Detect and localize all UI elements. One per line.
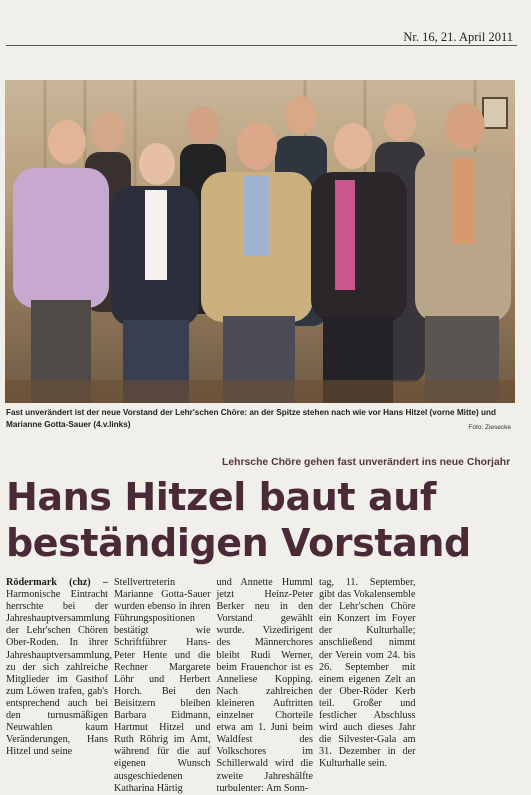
headline-line-2: beständigen Vorstand bbox=[6, 521, 471, 565]
article-column-4: tag, 11. September, gibt das Vokalensemble der Lehr'schen Chöre ein Konzert im Foyer der Kulturhalle; anschließend nimmt der Verein vom 24. bis 26. September mit einem eigenen Zelt an der Ober-Röder Kerb teil. Großer und festlicher Abschluss wird auch dieses Jahr die Silvester-Gala am 31. Dezember in der Kulturhalle sein. bbox=[319, 577, 416, 770]
article-body bbox=[6, 577, 518, 794]
photo-credit: Foto: Ziesecke bbox=[468, 424, 511, 431]
article-headline bbox=[6, 474, 521, 566]
headline-line-1: Hans Hitzel baut auf bbox=[6, 475, 437, 519]
article-column-2: Stellvertreterin Marianne Gotta-Sauer wurden ebenso in ihren Führungspositionen bestätigt wie Schriftführer Hans-Peter Hente und die Rechner Margarete Löhr und Herbert Horch. Bei den Beisitzern bleiben Barbara Eidmann, Hartmut Hitzel und Ruth Röhrig im Amt, während für die auf eigenen Wunsch ausgeschiedenen Katharina Härtig bbox=[114, 577, 211, 794]
article-column-1-text: Harmonische Eintracht herrschte bei der Jahreshauptversammlung der Lehr'schen Chören Ober-Roden. In ihrer Jahreshauptversammlung, zu der sich zahlreiche Mitglieder im Gasthof zum Löwen trafen, gab's entsprechend auch bei den turnusmäßigen Neuwahlen kaum Veränderungen, Hans Hitzel und seine bbox=[6, 589, 113, 758]
article-column-1 bbox=[6, 577, 113, 795]
photo-caption: Fast unverändert ist der neue Vorstand der Lehr'schen Chöre: an der Spitze stehen nach wie vor Hans Hitzel (vorne Mitte) und Marianne Gotta-Sauer (4.v.links) bbox=[6, 408, 496, 429]
issue-date: Nr. 16, 21. April 2011 bbox=[403, 30, 513, 44]
article-kicker: Lehrsche Chöre gehen fast unverändert ins neue Chorjahr bbox=[222, 457, 511, 468]
group-photo bbox=[5, 80, 515, 403]
group-photo-illustration bbox=[5, 80, 515, 403]
article-dateline: Rödermark (chz) – bbox=[6, 577, 108, 588]
header-rule bbox=[6, 45, 517, 46]
article-column-3: und Annette Humml jetzt Heinz-Peter Berker neu in den Vorstand gewählt wurde. Vizedirigent des Männerchores bleibt Rudi Werner, beim Frauenchor ist es Anneliese Kopping. Nach zahlreichen kleineren Auftritten einzelner Chorteile etwa am 1. Juni beim Waldfest des Volkschores im Schillerwald wird die zweite Jahreshälfte turbulenter: Am Sonn- bbox=[216, 577, 313, 794]
